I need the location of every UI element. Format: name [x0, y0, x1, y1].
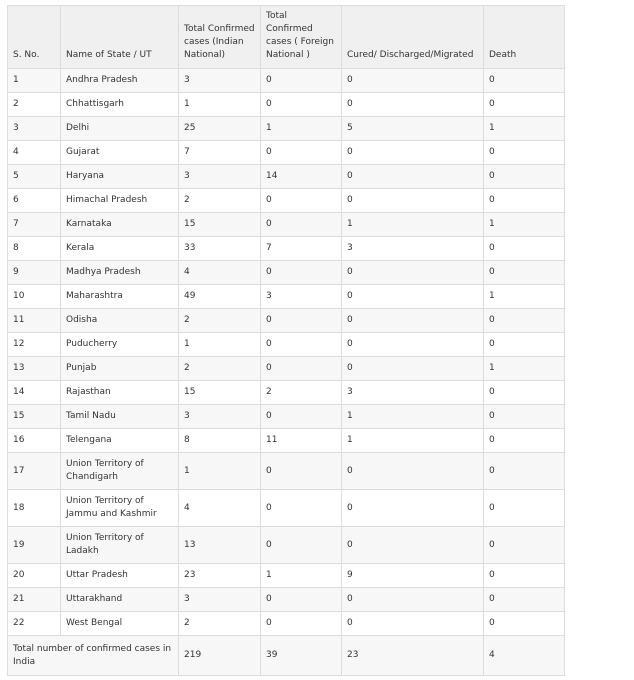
table-row [8, 261, 565, 285]
cell-cured: 0 [342, 69, 484, 93]
table-row [8, 189, 565, 213]
cell-death: 0 [484, 381, 565, 405]
table-header-row [8, 6, 565, 69]
cell-death: 0 [484, 165, 565, 189]
cell-state-name: Kerala [61, 237, 179, 261]
cell-state-name: Uttar Pradesh [61, 564, 179, 588]
table-row [8, 117, 565, 141]
cell-state-name: Telengana [61, 429, 179, 453]
cell-death: 0 [484, 588, 565, 612]
cell-serial-no: 9 [8, 261, 61, 285]
table-row [8, 381, 565, 405]
cell-foreign-cases: 0 [261, 213, 342, 237]
table-row [8, 141, 565, 165]
total-foreign-cases: 39 [261, 636, 342, 676]
cell-death: 0 [484, 141, 565, 165]
cell-indian-cases: 33 [179, 237, 261, 261]
cell-death: 0 [484, 69, 565, 93]
cell-indian-cases: 8 [179, 429, 261, 453]
cell-state-name: Uttarakhand [61, 588, 179, 612]
cell-state-name: Punjab [61, 357, 179, 381]
cell-state-name: Himachal Pradesh [61, 189, 179, 213]
cell-death: 0 [484, 93, 565, 117]
table-row [8, 285, 565, 309]
cell-indian-cases: 25 [179, 117, 261, 141]
cell-death: 0 [484, 527, 565, 564]
cell-foreign-cases: 7 [261, 237, 342, 261]
table-row [8, 612, 565, 636]
cell-cured: 0 [342, 285, 484, 309]
cell-cured: 3 [342, 381, 484, 405]
cell-serial-no: 8 [8, 237, 61, 261]
header-indian-cases: Total Confirmed cases (Indian National) [179, 6, 261, 69]
cell-death: 0 [484, 453, 565, 490]
cell-indian-cases: 4 [179, 490, 261, 527]
cell-indian-cases: 3 [179, 69, 261, 93]
cell-death: 0 [484, 490, 565, 527]
header-state-name: Name of State / UT [61, 6, 179, 69]
cell-cured: 3 [342, 237, 484, 261]
cell-state-name: Maharashtra [61, 285, 179, 309]
cell-death: 0 [484, 189, 565, 213]
cell-serial-no: 5 [8, 165, 61, 189]
cell-serial-no: 18 [8, 490, 61, 527]
cell-indian-cases: 3 [179, 165, 261, 189]
cell-cured: 0 [342, 333, 484, 357]
table-row [8, 588, 565, 612]
table-row [8, 564, 565, 588]
cell-serial-no: 11 [8, 309, 61, 333]
cell-cured: 0 [342, 261, 484, 285]
table-row [8, 357, 565, 381]
cell-state-name: Gujarat [61, 141, 179, 165]
cell-death: 0 [484, 405, 565, 429]
table-row [8, 69, 565, 93]
table-row [8, 405, 565, 429]
cell-cured: 0 [342, 141, 484, 165]
cell-serial-no: 22 [8, 612, 61, 636]
cell-foreign-cases: 2 [261, 381, 342, 405]
cell-cured: 0 [342, 93, 484, 117]
cell-serial-no: 12 [8, 333, 61, 357]
cell-serial-no: 3 [8, 117, 61, 141]
cell-death: 0 [484, 261, 565, 285]
cell-cured: 0 [342, 612, 484, 636]
header-foreign-cases: Total Confirmed cases ( Foreign National ) [261, 6, 342, 69]
cell-foreign-cases: 0 [261, 588, 342, 612]
cell-indian-cases: 1 [179, 453, 261, 490]
total-label: Total number of confirmed cases in India [8, 636, 179, 676]
total-cured: 23 [342, 636, 484, 676]
cell-cured: 0 [342, 357, 484, 381]
cell-indian-cases: 49 [179, 285, 261, 309]
cell-state-name: Tamil Nadu [61, 405, 179, 429]
cell-cured: 0 [342, 453, 484, 490]
cell-serial-no: 6 [8, 189, 61, 213]
table-row [8, 93, 565, 117]
cell-cured: 0 [342, 490, 484, 527]
header-cured: Cured/ Discharged/Migrated [342, 6, 484, 69]
table-row [8, 453, 565, 490]
cell-indian-cases: 7 [179, 141, 261, 165]
cell-serial-no: 1 [8, 69, 61, 93]
cell-foreign-cases: 0 [261, 453, 342, 490]
table-row [8, 237, 565, 261]
cell-foreign-cases: 0 [261, 93, 342, 117]
cell-death: 0 [484, 333, 565, 357]
cell-serial-no: 21 [8, 588, 61, 612]
cell-serial-no: 20 [8, 564, 61, 588]
cell-serial-no: 7 [8, 213, 61, 237]
cell-serial-no: 4 [8, 141, 61, 165]
cell-death: 1 [484, 213, 565, 237]
cell-death: 1 [484, 285, 565, 309]
cell-state-name: Madhya Pradesh [61, 261, 179, 285]
cell-foreign-cases: 0 [261, 612, 342, 636]
cell-foreign-cases: 0 [261, 69, 342, 93]
cell-foreign-cases: 0 [261, 333, 342, 357]
cell-state-name: West Bengal [61, 612, 179, 636]
cell-indian-cases: 3 [179, 405, 261, 429]
cell-death: 1 [484, 117, 565, 141]
cell-indian-cases: 1 [179, 333, 261, 357]
total-death: 4 [484, 636, 565, 676]
cell-indian-cases: 2 [179, 309, 261, 333]
table-row [8, 213, 565, 237]
cell-serial-no: 14 [8, 381, 61, 405]
cell-indian-cases: 23 [179, 564, 261, 588]
cell-state-name: Delhi [61, 117, 179, 141]
cell-indian-cases: 15 [179, 213, 261, 237]
cell-foreign-cases: 14 [261, 165, 342, 189]
cell-state-name: Puducherry [61, 333, 179, 357]
cell-foreign-cases: 3 [261, 285, 342, 309]
cell-death: 0 [484, 237, 565, 261]
cell-indian-cases: 4 [179, 261, 261, 285]
cell-foreign-cases: 0 [261, 189, 342, 213]
total-indian-cases: 219 [179, 636, 261, 676]
total-row [8, 636, 565, 676]
cell-indian-cases: 15 [179, 381, 261, 405]
cell-state-name: Rajasthan [61, 381, 179, 405]
cell-serial-no: 17 [8, 453, 61, 490]
table-row [8, 165, 565, 189]
cell-indian-cases: 3 [179, 588, 261, 612]
cell-indian-cases: 1 [179, 93, 261, 117]
header-serial-no: S. No. [8, 6, 61, 69]
cell-state-name: Union Territory of Jammu and Kashmir [61, 490, 179, 527]
cell-cured: 9 [342, 564, 484, 588]
cell-foreign-cases: 0 [261, 357, 342, 381]
cell-cured: 1 [342, 405, 484, 429]
cell-cured: 0 [342, 588, 484, 612]
cell-state-name: Union Territory of Chandigarh [61, 453, 179, 490]
cell-death: 1 [484, 357, 565, 381]
cell-foreign-cases: 11 [261, 429, 342, 453]
cell-state-name: Karnataka [61, 213, 179, 237]
cell-death: 0 [484, 612, 565, 636]
cell-indian-cases: 2 [179, 612, 261, 636]
cell-state-name: Chhattisgarh [61, 93, 179, 117]
cell-foreign-cases: 0 [261, 141, 342, 165]
cell-cured: 5 [342, 117, 484, 141]
table-row [8, 527, 565, 564]
cell-death: 0 [484, 564, 565, 588]
table-row [8, 333, 565, 357]
cell-serial-no: 16 [8, 429, 61, 453]
cell-foreign-cases: 1 [261, 117, 342, 141]
cell-state-name: Odisha [61, 309, 179, 333]
table-row [8, 429, 565, 453]
cell-state-name: Andhra Pradesh [61, 69, 179, 93]
table-row [8, 490, 565, 527]
cell-serial-no: 2 [8, 93, 61, 117]
cell-serial-no: 19 [8, 527, 61, 564]
cell-foreign-cases: 0 [261, 527, 342, 564]
cell-indian-cases: 13 [179, 527, 261, 564]
cell-cured: 0 [342, 527, 484, 564]
cell-foreign-cases: 0 [261, 490, 342, 527]
table-row [8, 309, 565, 333]
cell-foreign-cases: 0 [261, 309, 342, 333]
cell-foreign-cases: 0 [261, 261, 342, 285]
cell-state-name: Union Territory of Ladakh [61, 527, 179, 564]
cell-indian-cases: 2 [179, 189, 261, 213]
cell-cured: 0 [342, 189, 484, 213]
cell-death: 0 [484, 309, 565, 333]
cell-cured: 0 [342, 309, 484, 333]
cell-cured: 1 [342, 429, 484, 453]
cell-cured: 0 [342, 165, 484, 189]
covid-cases-table [7, 5, 565, 676]
cell-indian-cases: 2 [179, 357, 261, 381]
cell-serial-no: 10 [8, 285, 61, 309]
cell-cured: 1 [342, 213, 484, 237]
cases-table-container [7, 5, 565, 676]
cell-serial-no: 15 [8, 405, 61, 429]
cell-state-name: Haryana [61, 165, 179, 189]
cell-serial-no: 13 [8, 357, 61, 381]
header-death: Death [484, 6, 565, 69]
cell-foreign-cases: 1 [261, 564, 342, 588]
cell-death: 0 [484, 429, 565, 453]
cell-foreign-cases: 0 [261, 405, 342, 429]
